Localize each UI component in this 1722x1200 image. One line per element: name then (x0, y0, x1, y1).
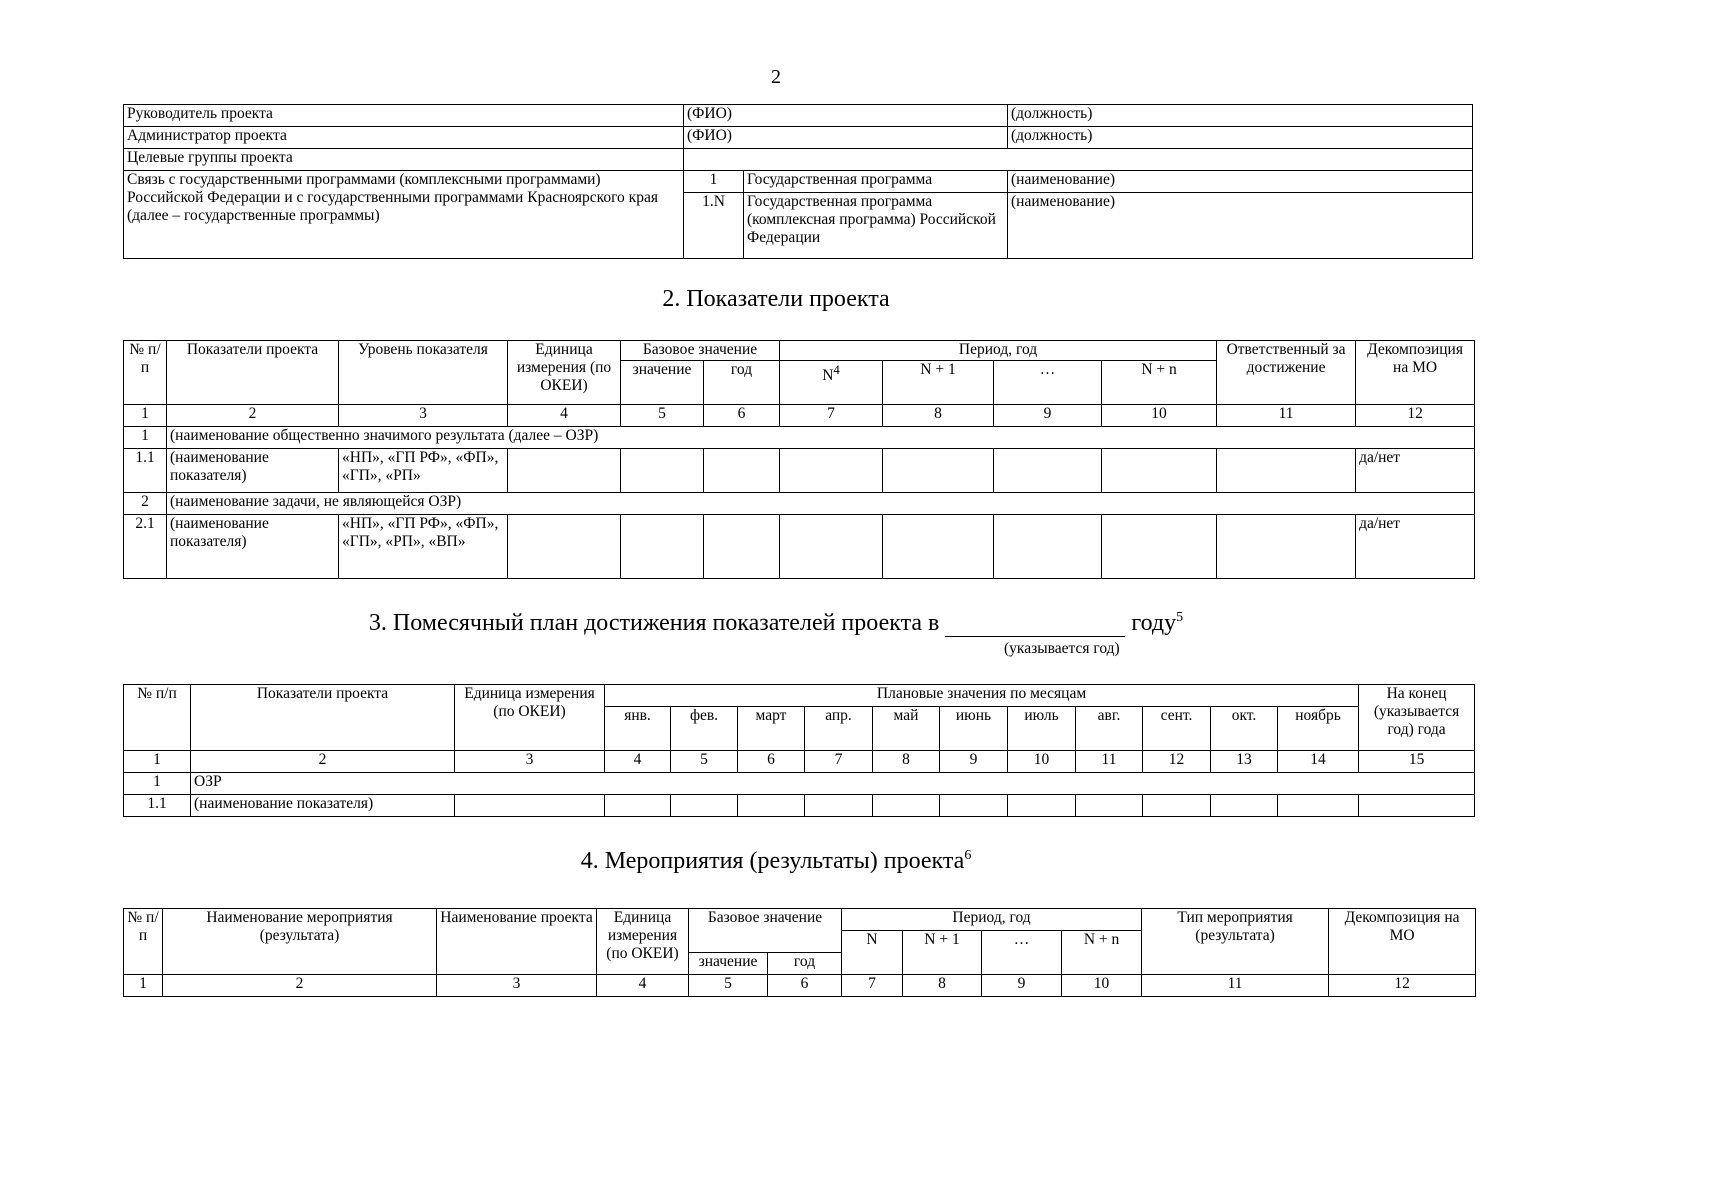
cell (508, 515, 621, 579)
m-col-num: 4 (605, 751, 671, 773)
footnote-6: 6 (964, 848, 972, 863)
cell (455, 795, 605, 817)
month-may: май (873, 707, 940, 751)
a-h-period: Период, год (842, 909, 1142, 931)
m-col-num: 6 (738, 751, 805, 773)
month-jan: янв. (605, 707, 671, 751)
cell (940, 795, 1008, 817)
cell (1102, 449, 1217, 493)
row-2-1-decomposition: да/нет (1356, 515, 1475, 579)
h-base-value: значение (621, 361, 704, 405)
a-h-year-dots: … (982, 931, 1062, 975)
m-row-1-1-text: (наименование показателя) (191, 795, 455, 817)
m-col-num: 11 (1076, 751, 1143, 773)
cell (738, 795, 805, 817)
a-col-num: 6 (768, 975, 842, 997)
link-row-2-num: 1.N (684, 193, 744, 259)
col-num: 12 (1356, 405, 1475, 427)
a-h-base-value: значение (689, 953, 768, 975)
m-h-end: На конец (указывается год) года (1359, 685, 1475, 751)
cell (883, 515, 994, 579)
col-num: 8 (883, 405, 994, 427)
col-num: 10 (1102, 405, 1217, 427)
groups-value (684, 149, 1473, 171)
h-year-dots: … (994, 361, 1102, 405)
cell (780, 515, 883, 579)
h-year-n-label: N (822, 367, 834, 385)
m-h-num: № п/п (124, 685, 191, 751)
h-base-year: год (704, 361, 780, 405)
section-4-title-text: 4. Мероприятия (результаты) проекта (580, 848, 965, 874)
h-decomposition: Декомпозиция на МО (1356, 341, 1475, 405)
a-col-num: 7 (842, 975, 903, 997)
cell (1217, 449, 1356, 493)
indicators-table (123, 340, 1475, 579)
row-1-1-name: (наименование показателя) (167, 449, 339, 493)
m-h-indicator: Показатели проекта (191, 685, 455, 751)
a-col-num: 8 (903, 975, 982, 997)
m-col-num: 13 (1211, 751, 1278, 773)
m-h-plan: Плановые значения по месяцам (605, 685, 1359, 707)
link-row-1-name: (наименование) (1008, 171, 1473, 193)
month-feb: фев. (671, 707, 738, 751)
row-2-1-num: 2.1 (124, 515, 167, 579)
month-jun: июнь (940, 707, 1008, 751)
row-2-1-name: (наименование показателя) (167, 515, 339, 579)
project-info-table (123, 104, 1473, 259)
head-post: (должность) (1008, 105, 1473, 127)
a-col-num: 2 (163, 975, 437, 997)
a-col-num: 5 (689, 975, 768, 997)
h-base: Базовое значение (621, 341, 780, 361)
col-num: 4 (508, 405, 621, 427)
month-nov: ноябрь (1278, 707, 1359, 751)
cell (1359, 795, 1475, 817)
section-3-title (0, 610, 1552, 637)
cell (1008, 795, 1076, 817)
row-2-1-level: «НП», «ГП РФ», «ФП», «ГП», «РП», «ВП» (339, 515, 508, 579)
cell (780, 449, 883, 493)
cell (621, 449, 704, 493)
admin-post: (должность) (1008, 127, 1473, 149)
row-1-1-decomposition: да/нет (1356, 449, 1475, 493)
month-aug: авг. (1076, 707, 1143, 751)
link-label: Связь с государственными программами (комплексными программами) Российской Федерации и с государственными программами Красноярского края (далее – государственные программы) (124, 171, 684, 259)
row-1-1-num: 1.1 (124, 449, 167, 493)
year-blank-line (945, 612, 1125, 637)
a-h-name: Наименование мероприятия (результата) (163, 909, 437, 975)
m-row-1-text: ОЗР (191, 773, 1475, 795)
col-num: 7 (780, 405, 883, 427)
m-row-1-1-num: 1.1 (124, 795, 191, 817)
cell (621, 515, 704, 579)
page-number: 2 (771, 66, 781, 88)
cell (704, 449, 780, 493)
admin-label: Администратор проекта (124, 127, 684, 149)
h-responsible: Ответственный за достижение (1217, 341, 1356, 405)
m-col-num: 9 (940, 751, 1008, 773)
cell (883, 449, 994, 493)
cell (1278, 795, 1359, 817)
a-h-base-year: год (768, 953, 842, 975)
m-col-num: 3 (455, 751, 605, 773)
m-col-num: 2 (191, 751, 455, 773)
a-col-num: 10 (1062, 975, 1142, 997)
row-1-1-level: «НП», «ГП РФ», «ФП», «ГП», «РП» (339, 449, 508, 493)
head-label: Руководитель проекта (124, 105, 684, 127)
m-row-1-num: 1 (124, 773, 191, 795)
h-year-n1: N + 1 (883, 361, 994, 405)
monthly-plan-table (123, 684, 1475, 817)
cell (994, 449, 1102, 493)
a-col-num: 12 (1329, 975, 1476, 997)
a-h-type: Тип мероприятия (результата) (1142, 909, 1329, 975)
col-num: 1 (124, 405, 167, 427)
a-col-num: 11 (1142, 975, 1329, 997)
h-level: Уровень показателя (339, 341, 508, 405)
cell (671, 795, 738, 817)
a-h-num: № п/п (124, 909, 163, 975)
row-1-num: 1 (124, 427, 167, 449)
link-row-2-program: Государственная программа (комплексная программа) Российской Федерации (744, 193, 1008, 259)
row-1-text: (наименование общественно значимого результата (далее – ОЗР) (167, 427, 1475, 449)
footnote-4: 4 (833, 362, 840, 377)
a-col-num: 9 (982, 975, 1062, 997)
m-col-num: 12 (1143, 751, 1211, 773)
head-fio: (ФИО) (684, 105, 1008, 127)
footnote-5: 5 (1176, 610, 1184, 625)
groups-label: Целевые группы проекта (124, 149, 684, 171)
m-col-num: 1 (124, 751, 191, 773)
a-col-num: 4 (597, 975, 689, 997)
a-h-base: Базовое значение (689, 909, 842, 953)
h-year-nn: N + n (1102, 361, 1217, 405)
month-jul: июль (1008, 707, 1076, 751)
section-3-title-post: году (1131, 610, 1177, 636)
h-num: № п/п (124, 341, 167, 405)
a-h-year-n1: N + 1 (903, 931, 982, 975)
cell (1143, 795, 1211, 817)
col-num: 11 (1217, 405, 1356, 427)
m-col-num: 7 (805, 751, 873, 773)
cell (805, 795, 873, 817)
row-2-text: (наименование задачи, не являющейся ОЗР) (167, 493, 1475, 515)
h-period: Период, год (780, 341, 1217, 361)
m-col-num: 15 (1359, 751, 1475, 773)
a-col-num: 3 (437, 975, 597, 997)
admin-fio: (ФИО) (684, 127, 1008, 149)
cell (1102, 515, 1217, 579)
m-col-num: 14 (1278, 751, 1359, 773)
section-2-title: 2. Показатели проекта (662, 286, 890, 312)
a-h-project: Наименование проекта (437, 909, 597, 975)
section-4-title (0, 848, 1552, 875)
col-num: 3 (339, 405, 508, 427)
a-h-decomposition: Декомпозиция на МО (1329, 909, 1476, 975)
cell (605, 795, 671, 817)
col-num: 5 (621, 405, 704, 427)
activities-table (123, 908, 1476, 997)
link-row-1-program: Государственная программа (744, 171, 1008, 193)
cell (1217, 515, 1356, 579)
cell (1076, 795, 1143, 817)
cell (704, 515, 780, 579)
cell (994, 515, 1102, 579)
col-num: 6 (704, 405, 780, 427)
h-indicator: Показатели проекта (167, 341, 339, 405)
link-row-2-name: (наименование) (1008, 193, 1473, 259)
col-num: 9 (994, 405, 1102, 427)
cell (873, 795, 940, 817)
month-sep: сент. (1143, 707, 1211, 751)
cell (1211, 795, 1278, 817)
m-col-num: 5 (671, 751, 738, 773)
a-h-year-n: N (842, 931, 903, 975)
year-hint: (указывается год) (1004, 640, 1120, 657)
cell (508, 449, 621, 493)
month-oct: окт. (1211, 707, 1278, 751)
m-h-unit: Единица измерения (по ОКЕИ) (455, 685, 605, 751)
section-3-title-pre: 3. Помесячный план достижения показателей проекта в (368, 610, 940, 636)
a-col-num: 1 (124, 975, 163, 997)
h-year-n (780, 361, 883, 405)
row-2-num: 2 (124, 493, 167, 515)
a-h-unit: Единица измерения (по ОКЕИ) (597, 909, 689, 975)
month-apr: апр. (805, 707, 873, 751)
month-mar: март (738, 707, 805, 751)
m-col-num: 10 (1008, 751, 1076, 773)
m-col-num: 8 (873, 751, 940, 773)
a-h-year-nn: N + n (1062, 931, 1142, 975)
col-num: 2 (167, 405, 339, 427)
h-unit: Единица измерения (по ОКЕИ) (508, 341, 621, 405)
link-row-1-num: 1 (684, 171, 744, 193)
